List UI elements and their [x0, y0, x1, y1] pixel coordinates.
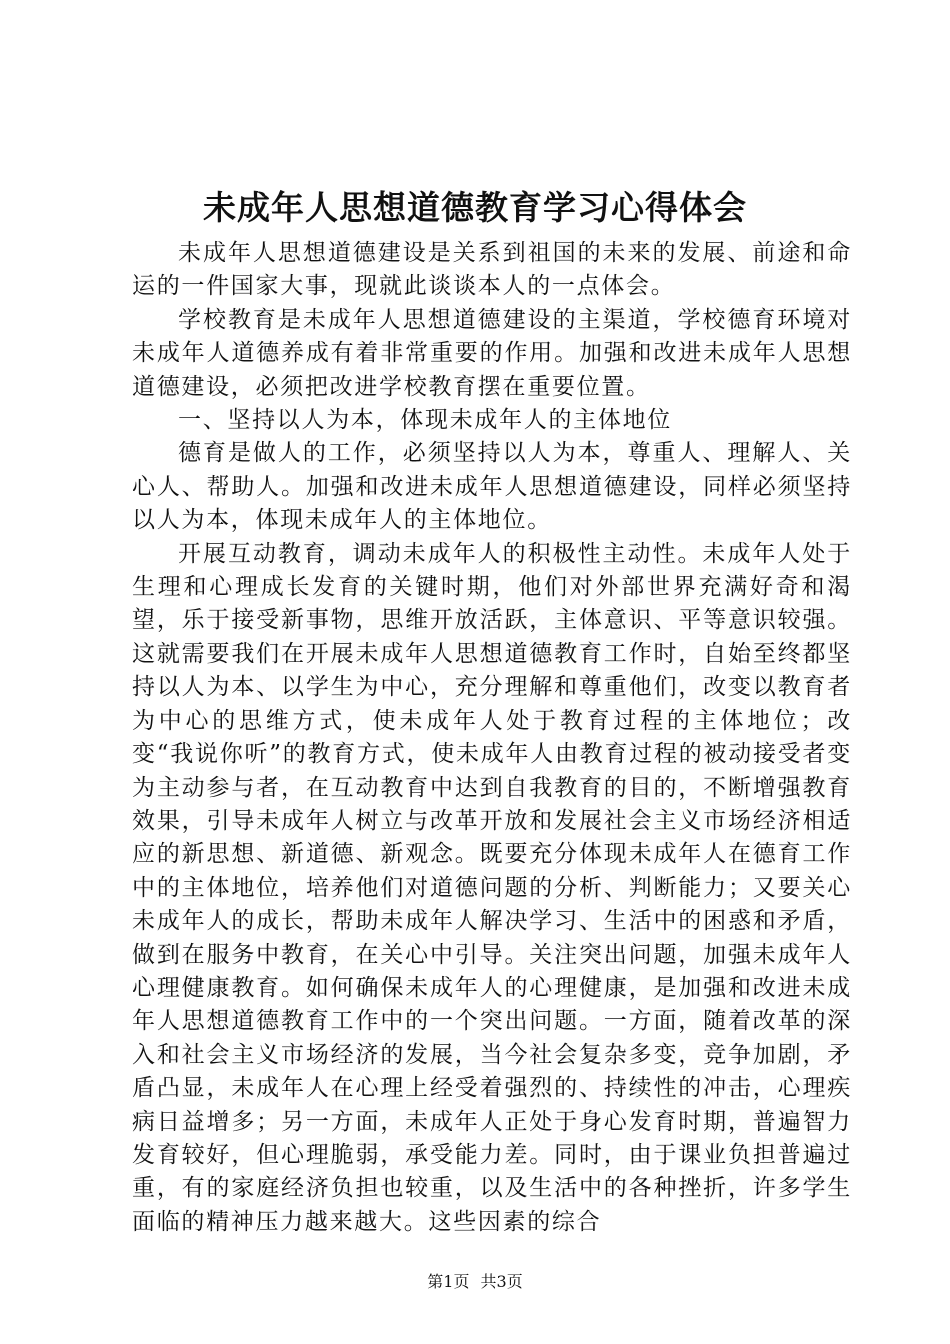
document-body	[132, 237, 852, 1239]
paragraph: 德育是做人的工作，必须坚持以人为本，尊重人、理解人、关心人、帮助人。加强和改进未成年人思想道德建设，同样必须坚持以人为本，体现未成年人的主体地位。	[132, 440, 852, 534]
page-footer	[0, 1272, 950, 1292]
page-total: 共3页	[480, 1272, 523, 1291]
paragraph: 开展互动教育，调动未成年人的积极性主动性。未成年人处于生理和心理成长发育的关键时期，他们对外部世界充满好奇和渴望，乐于接受新事物，思维开放活跃，主体意识、平等意识较强。这就需要我们在开展未成年人思想道德教育工作时，自始至终都坚持以人为本、以学生为中心，充分理解和尊重他们，改变以教育者为中心的思维方式，使未成年人处于教育过程的主体地位；改变“我说你听”的教育方式，使未成年人由教育过程的被动接受者变为主动参与者，在互动教育中达到自我教育的目的，不断增强教育效果，引导未成年人树立与改革开放和发展社会主义市场经济相适应的新思想、新道德、新观念。既要充分体现未成年人在德育工作中的主体地位，培养他们对道德问题的分析、判断能力；又要关心未成年人的成长，帮助未成年人解决学习、生活中的困惑和矛盾，做到在服务中教育，在关心中引导。关注突出问题，加强未成年人心理健康教育。如何确保未成年人的心理健康，是加强和改进未成年人思想道德教育工作中的一个突出问题。一方面，随着改革的深入和社会主义市场经济的发展，当今社会复杂多变，竞争加剧，矛盾凸显，未成年人在心理上经受着强烈的、持续性的冲击，心理疾病日益增多；另一方面，未成年人正处于身心发育时期，普遍智力发育较好，但心理脆弱，承受能力差。同时，由于课业负担普遍过重，有的家庭经济负担也较重，以及生活中的各种挫折，许多学生面临的精神压力越来越大。这些因素的综合	[132, 540, 852, 1235]
paragraph: 学校教育是未成年人思想道德建设的主渠道，学校德育环境对未成年人道德养成有着非常重要的作用。加强和改进未成年人思想道德建设，必须把改进学校教育摆在重要位置。	[132, 306, 852, 400]
page-number: 第1页	[427, 1272, 470, 1291]
section-heading: 一、坚持以人为本，体现未成年人的主体地位	[178, 407, 672, 434]
document-title: 未成年人思想道德教育学习心得体会	[203, 188, 747, 227]
paragraph: 未成年人思想道德建设是关系到祖国的未来的发展、前途和命运的一件国家大事，现就此谈谈本人的一点体会。	[132, 240, 852, 300]
